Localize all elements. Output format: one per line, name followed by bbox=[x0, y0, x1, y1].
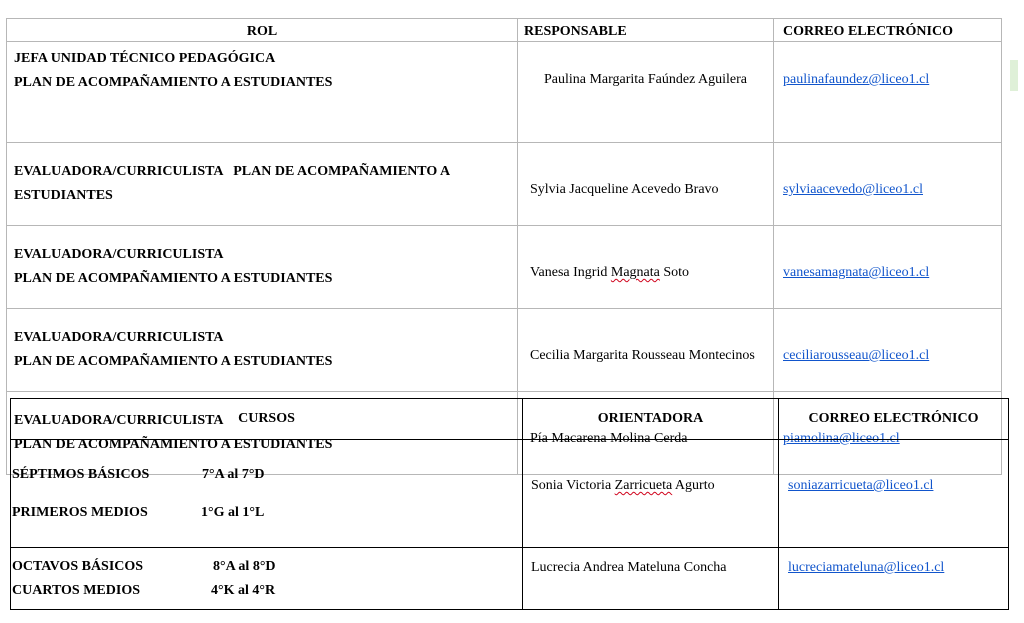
email-link[interactable]: sylviaacevedo@liceo1.cl bbox=[783, 182, 923, 197]
responsable-cell bbox=[518, 226, 774, 309]
header-correo: CORREO ELECTRÓNICO bbox=[774, 19, 1002, 42]
orientadora-name-misspelled: Zarricueta bbox=[614, 478, 673, 493]
table-header-row bbox=[11, 399, 1009, 440]
course-line bbox=[12, 579, 522, 603]
header-orientadora: ORIENTADORA bbox=[523, 399, 779, 440]
responsable-cell: Paulina Margarita Faúndez Aguilera bbox=[518, 42, 774, 143]
email-link[interactable]: paulinafaundez@liceo1.cl bbox=[783, 72, 930, 87]
course-range: 4°K al 4°R bbox=[211, 582, 276, 598]
course-range: 1°G al 1°L bbox=[201, 504, 265, 520]
header-rol: ROL bbox=[7, 19, 518, 42]
email-cell bbox=[774, 309, 1002, 392]
header-cursos: CURSOS bbox=[11, 399, 523, 440]
table-row bbox=[11, 548, 1009, 610]
orientadora-name-first: Sonia Victoria bbox=[531, 478, 612, 493]
email-link[interactable]: vanesamagnata@liceo1.cl bbox=[783, 265, 930, 280]
rol-line: ESTUDIANTES bbox=[14, 188, 113, 203]
email-cell bbox=[779, 548, 1009, 610]
course-line bbox=[12, 555, 522, 579]
courses-cell bbox=[11, 440, 523, 548]
course-line bbox=[12, 505, 522, 521]
rol-line: EVALUADORA/CURRICULISTA bbox=[14, 413, 224, 428]
course-name: OCTAVOS BÁSICOS bbox=[12, 558, 144, 574]
responsable-name-last: Soto bbox=[663, 265, 690, 280]
course-line bbox=[12, 467, 522, 483]
email-link[interactable]: piamolina@liceo1.cl bbox=[783, 431, 900, 446]
course-name: CUARTOS MEDIOS bbox=[12, 582, 140, 598]
responsable-name-misspelled: Magnata bbox=[610, 265, 660, 280]
orientadora-cell bbox=[523, 440, 779, 548]
email-cell bbox=[774, 143, 1002, 226]
email-link[interactable]: soniazarricueta@liceo1.cl bbox=[788, 478, 934, 493]
margin-marker bbox=[1010, 60, 1018, 91]
rol-line: PLAN DE ACOMPAÑAMIENTO A ESTUDIANTES bbox=[14, 437, 333, 452]
rol-line: PLAN DE ACOMPAÑAMIENTO A ESTUDIANTES bbox=[14, 271, 333, 286]
rol-line: EVALUADORA/CURRICULISTA bbox=[14, 330, 224, 345]
table-row bbox=[7, 42, 1002, 143]
table-row bbox=[11, 440, 1009, 548]
header-responsable: RESPONSABLE bbox=[518, 19, 774, 42]
rol-cell bbox=[7, 226, 518, 309]
rol-line: EVALUADORA/CURRICULISTA bbox=[14, 247, 224, 262]
table-header-row bbox=[7, 19, 1002, 42]
rol-line: PLAN DE ACOMPAÑAMIENTO A ESTUDIANTES bbox=[14, 354, 333, 369]
course-name: PRIMEROS MEDIOS bbox=[12, 504, 148, 520]
course-range: 8°A al 8°D bbox=[213, 558, 276, 574]
rol-line: JEFA UNIDAD TÉCNICO PEDAGÓGICA bbox=[14, 51, 276, 66]
table-row bbox=[7, 143, 1002, 226]
course-name: SÉPTIMOS BÁSICOS bbox=[12, 466, 150, 482]
header-correo: CORREO ELECTRÓNICO bbox=[779, 399, 1009, 440]
courses-cell bbox=[11, 548, 523, 610]
rol-line: PLAN DE ACOMPAÑAMIENTO A ESTUDIANTES bbox=[14, 75, 333, 90]
orientadoras-table bbox=[10, 398, 1009, 610]
orientadora-cell: Lucrecia Andrea Mateluna Concha bbox=[523, 548, 779, 610]
responsable-cell: Pía Macarena Molina Cerda bbox=[518, 392, 774, 475]
email-cell bbox=[774, 226, 1002, 309]
rol-cell bbox=[7, 42, 518, 143]
rol-line: EVALUADORA/CURRICULISTA PLAN DE ACOMPAÑAMIENTO A bbox=[14, 164, 451, 179]
responsable-cell: Cecilia Margarita Rousseau Montecinos bbox=[518, 309, 774, 392]
email-link[interactable]: ceciliarousseau@liceo1.cl bbox=[783, 348, 930, 363]
rol-cell bbox=[7, 143, 518, 226]
course-range: 7°A al 7°D bbox=[202, 466, 265, 482]
email-cell bbox=[779, 440, 1009, 548]
responsable-cell: Sylvia Jacqueline Acevedo Bravo bbox=[518, 143, 774, 226]
email-link[interactable]: lucreciamateluna@liceo1.cl bbox=[788, 560, 945, 575]
table-row bbox=[7, 226, 1002, 309]
rol-cell bbox=[7, 309, 518, 392]
table-row bbox=[7, 309, 1002, 392]
orientadora-name-last: Agurto bbox=[674, 478, 715, 493]
responsable-name-first: Vanesa Ingrid bbox=[530, 265, 608, 280]
email-cell bbox=[774, 42, 1002, 143]
